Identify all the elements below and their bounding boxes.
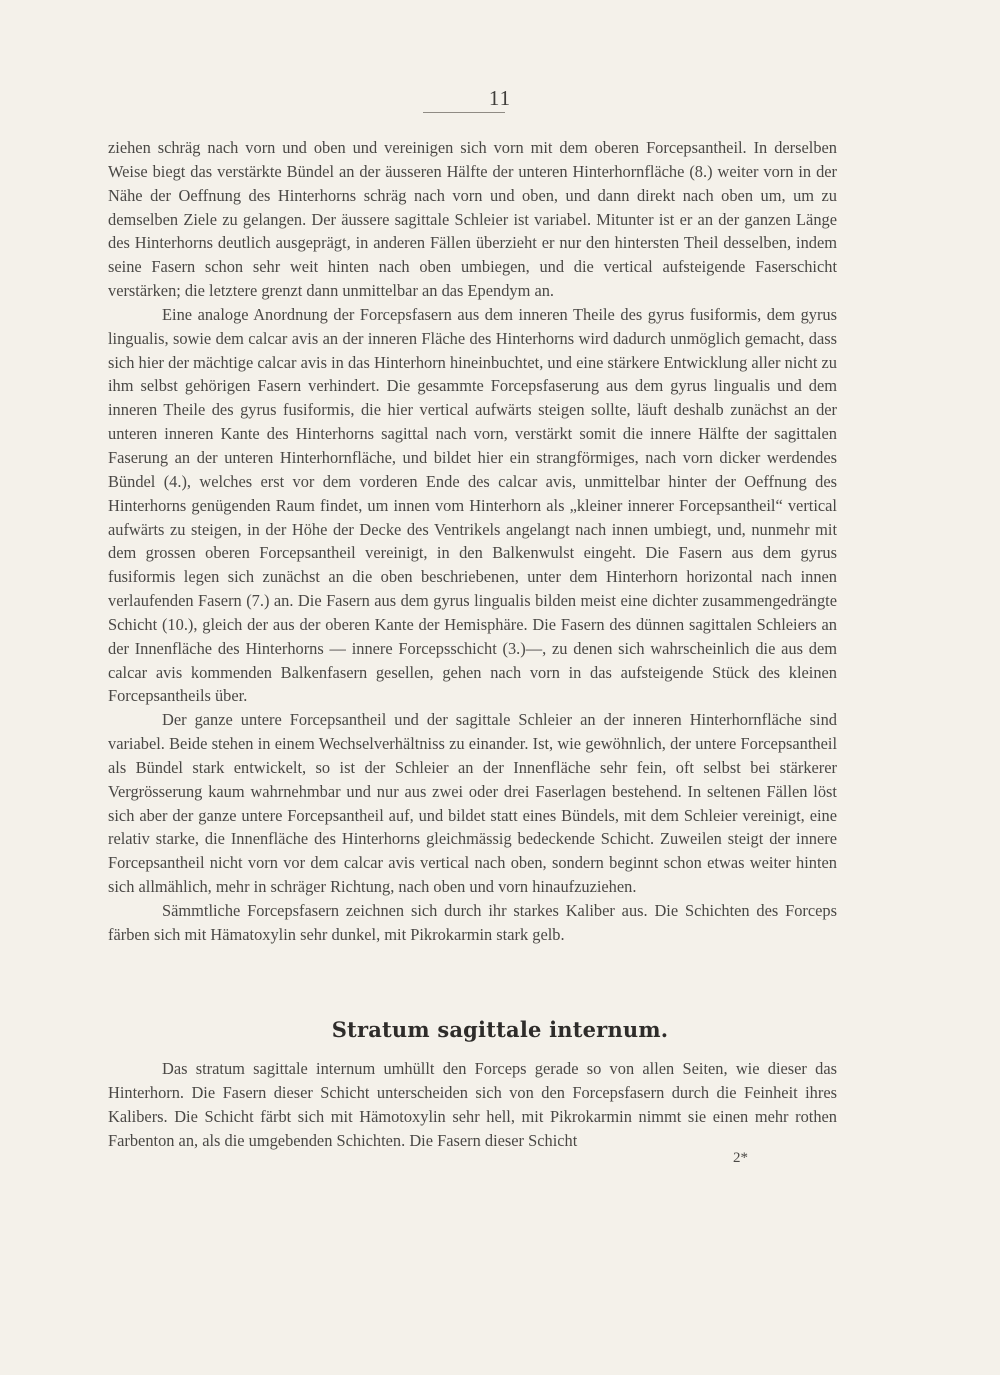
body-text-section (108, 1057, 837, 1152)
section-heading: Stratum sagittale internum. (331, 1017, 669, 1042)
page-number: 11 (488, 86, 512, 110)
paragraph-forceps-arrangement: Eine analoge Anordnung der Forcepsfasern aus dem inneren Theile des gyrus fusiformis, dem gyrus lingualis, sowie dem calcar avis an der inneren Fläche des Hinterhorns wird dadurch unmöglich gemacht, dass sich hier der mächtige calcar avis in das Hinterhorn hineinbuchtet, und eine stärkere Entwicklung aller nicht zu ihm selbst gehörigen Fasern verhindert. Die gesammte Forcepsfaserung aus dem gyrus lingualis und dem inneren Theile des gyrus fusiformis, die hier vertical aufwärts steigen sollte, läuft deshalb zunächst an der unteren inneren Kante des Hinterhorns sagittal nach vorn, verstärkt somit die innere Hälfte der sagittalen Faserung an der unteren Hinterhornfläche, und bildet hier ein strangförmiges, nach vorn dicker werdendes Bündel (4.), welches erst vor dem vorderen Ende des calcar avis, unmittelbar hinter der Oeffnung des Hinterhorns genügenden Raum findet, um innen vom Hinterhorn als „kleiner innerer Forcepsantheil“ vertical aufwärts zu steigen, in der Höhe der Decke des Ventrikels angelangt nach innen umbiegt, und, nunmehr mit dem grossen oberen Forcepsantheil vereinigt, in den Balkenwulst eingeht. Die Fasern aus dem gyrus fusiformis legen sich zunächst an die oben beschriebenen, unter dem Hinterhorn horizontal nach innen verlaufenden Fasern (7.) an. Die Fasern aus dem gyrus lingualis bilden meist eine dichter zusammengedrängte Schicht (10.), gleich der aus der oberen Kante der Hemisphäre. Die Fasern des dünnen sagittalen Schleiers an der Innenfläche des Hinterhorns — innere Forcepsschicht (3.)—, zu denen sich wahrscheinlich die aus dem calcar avis kommenden Balkenfasern gesellen, gehen nach vorn in das aufsteigende Stück des kleinen Forcepsantheils über. (108, 304, 837, 706)
body-text-top (108, 136, 837, 947)
header-rule (423, 112, 505, 113)
paragraph-lower-forceps: Der ganze untere Forcepsantheil und der sagittale Schleier an der inneren Hinterhornfläche sind variabel. Beide stehen in einem Wechselverhältniss zu einander. Ist, wie gewöhnlich, der untere Forcepsantheil als Bündel stark entwickelt, so ist der Schleier an der Innenfläche sehr fein, oft selbst bei stärkerer Vergrösserung kaum wahrnehmbar und nur aus zwei oder drei Faserlagen bestehend. In seltenen Fällen löst sich aber der ganze untere Forcepsantheil auf, und bildet statt eines Bündels, mit dem Schleier vereinigt, eine relativ starke, die Innenfläche des Hinterhorns gleichmässig bedeckende Schicht. Zuweilen steigt der innere Forcepsantheil nicht vorn vor dem calcar avis vertical nach oben, sondern beginnt schon etwas weiter hinten sich allmählich, mehr in schräger Richtung, nach oben und vorn hinaufzuziehen. (108, 710, 837, 897)
paragraph-stratum-sagittale: Das stratum sagittale internum umhüllt den Forceps gerade so von allen Seiten, wie dieser das Hinterhorn. Die Fasern dieser Schicht unterscheiden sich von den Forcepsfasern durch die Feinheit ihres Kalibers. Die Schicht färbt sich mit Hämotoxylin sehr hell, mit Pikrokarmin nimmt sie einen mehr rothen Farbenton an, als die umgebenden Schichten. Die Fasern dieser Schicht (108, 1059, 837, 1150)
signature-mark: 2* (733, 1150, 748, 1166)
paragraph-continuation: ziehen schräg nach vorn und oben und vereinigen sich vorn mit dem oberen Forcepsantheil. In derselben Weise biegt das verstärkte Bündel an der äusseren Hälfte der unteren Hinterhornfläche (8.) weiter vorn in der Nähe der Oeffnung des Hinterhorns schräg nach vorn und oben, und dann direkt nach oben um, um zu demselben Ziele zu gelangen. Der äussere sagittale Schleier ist variabel. Mitunter ist er an der ganzen Länge des Hinterhorns deutlich ausgeprägt, in anderen Fällen überzieht er nur den hintersten Theil desselben, indem seine Fasern schon sehr weit hinten nach oben umbiegen, und die vertical aufsteigende Faserschicht verstärken; die letztere grenzt dann unmittelbar an das Ependym an. (108, 138, 837, 301)
paragraph-forceps-fibres: Sämmtliche Forcepsfasern zeichnen sich durch ihr starkes Kaliber aus. Die Schichten des Forceps färben sich mit Hämatoxylin sehr dunkel, mit Pikrokarmin stark gelb. (108, 901, 837, 944)
